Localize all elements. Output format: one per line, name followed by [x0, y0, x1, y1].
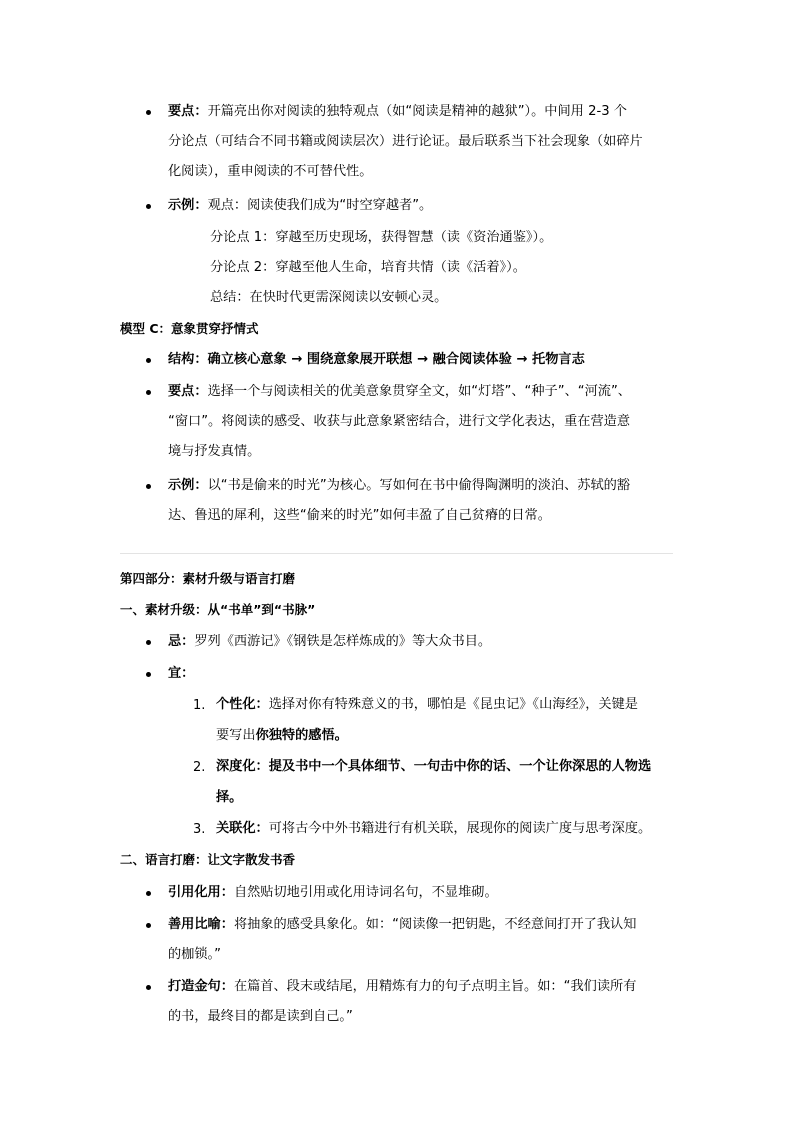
- bullet-dot: [146, 891, 151, 896]
- item3-line-1: 关联化：可将古今中外书籍进行有机关联，展现你的阅读广度与思考深度。: [216, 821, 652, 836]
- bullet-dot: [146, 985, 151, 990]
- bullet-dot: [146, 204, 151, 209]
- example-sub-3: 总结：在快时代更需深阅读以安顿心灵。: [210, 290, 448, 305]
- example-label: 示例：: [168, 198, 208, 213]
- quote-line: 引用化用：自然贴切地引用或化用诗词名句，不显堆砌。: [168, 885, 498, 900]
- list-number: 3.: [193, 822, 206, 837]
- model-c-keypoint-line-3: 境与抒发真情。: [168, 444, 261, 459]
- model-c-keypoint-line-2: “窗口”。将阅读的感受、收获与此意象紧密结合，进行文学化表达，重在营造意: [168, 414, 631, 429]
- bullet-dot: [146, 358, 151, 363]
- bullet-dot: [146, 390, 151, 395]
- should-label: 宜：: [168, 666, 195, 681]
- keypoint-line-2: 分论点（可结合不同书籍或阅读层次）进行论证。最后联系当下社会现象（如碎片: [168, 134, 643, 149]
- keypoint-line-1: 要点：开篇亮出你对阅读的独特观点（如“阅读是精神的越狱”）。中间用 2-3 个: [168, 104, 627, 119]
- model-c-keypoint-line-1: 要点：选择一个与阅读相关的优美意象贯穿全文，如“灯塔”、“种子”、“河流”、: [168, 384, 631, 399]
- part4-title: 第四部分：素材升级与语言打磨: [120, 571, 296, 586]
- bullet-dot: [146, 923, 151, 928]
- list-number: 2.: [193, 760, 206, 775]
- item2-line-2: 择。: [216, 790, 243, 805]
- bullet-dot: [146, 672, 151, 677]
- bullet-dot: [146, 640, 151, 645]
- bullet-dot: [146, 110, 151, 115]
- metaphor-line-2: 的枷锁。”: [168, 947, 221, 962]
- golden-line-1: 打造金句：在篇首、段末或结尾，用精炼有力的句子点明主旨。如：“我们读所有: [168, 979, 637, 994]
- example-sub-1: 分论点 1：穿越至历史现场，获得智慧（读《资治通鉴》）。: [210, 230, 553, 245]
- golden-line-2: 的书，最终目的都是读到自己。”: [168, 1009, 353, 1024]
- bullet-dot: [146, 484, 151, 489]
- list-number: 1.: [193, 698, 206, 713]
- item1-line-2: 要写出你独特的感悟。: [216, 728, 348, 743]
- section-divider: [120, 553, 673, 554]
- item1-line-1: 个性化：选择对你有特殊意义的书，哪怕是《昆虫记》《山海经》，关键是: [216, 697, 638, 712]
- keypoint-label: 要点：: [168, 104, 208, 119]
- model-c-structure: 结构：确立核心意象 → 围绕意象展开联想 → 融合阅读体验 → 托物言志: [168, 352, 585, 367]
- keypoint-line-3: 化阅读），重申阅读的不可替代性。: [168, 164, 373, 179]
- model-c-example-line-2: 达、鲁迅的犀利，这些“偷来的时光”如何丰盈了自己贫瘠的日常。: [168, 508, 551, 523]
- item2-line-1: 深度化：提及书中一个具体细节、一句击中你的话、一个让你深思的人物选: [216, 759, 652, 774]
- example-sub-2: 分论点 2：穿越至他人生命，培育共情（读《活着》）。: [210, 260, 526, 275]
- model-c-title: 模型 C：意象贯穿抒情式: [120, 321, 259, 336]
- avoid-line: 忌：罗列《西游记》《钢铁是怎样炼成的》等大众书目。: [168, 634, 492, 649]
- metaphor-line-1: 善用比喻：将抽象的感受具象化。如：“阅读像一把钥匙，不经意间打开了我认知: [168, 917, 637, 932]
- model-c-example-line-1: 示例：以“书是偷来的时光”为核心。写如何在书中偷得陶渊明的淡泊、苏轼的豁: [168, 478, 631, 493]
- example-line: 示例：观点：阅读使我们成为“时空穿越者”。: [168, 198, 433, 213]
- section1-title: 一、素材升级：从“书单”到“书脉”: [120, 602, 316, 617]
- section2-title: 二、语言打磨：让文字散发书香: [120, 852, 296, 867]
